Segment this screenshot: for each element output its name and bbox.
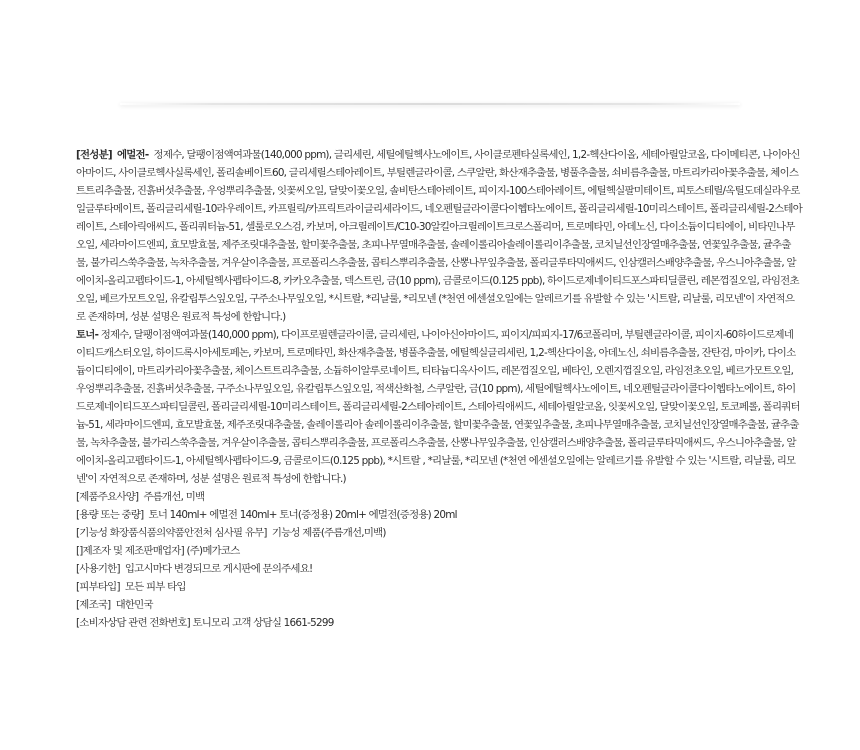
ingredients-label: [전성분] [76, 149, 112, 161]
info-skin-type [76, 578, 802, 596]
info-value: 토너 140ml+ 에멀전 140ml+ 토너(증정용) 20ml+ 에멀전(증정용) 20ml [148, 509, 457, 521]
info-value: 모든 피부 타입 [124, 581, 186, 593]
info-label: []제조자 및 제조판매업자] [76, 545, 184, 557]
info-contact [76, 614, 802, 632]
info-value: 입고시마다 변경되므로 게시판에 문의주세요! [124, 563, 313, 575]
info-manufacturer [76, 542, 802, 560]
info-value: 토니모리 고객 상담실 1661-5299 [192, 617, 334, 629]
info-label: [제조국] [76, 599, 111, 611]
info-volume [76, 506, 802, 524]
info-value: 대한민국 [115, 599, 153, 611]
info-expiry [76, 560, 802, 578]
emulsion-ingredient-list: 정제수, 달팽이점액여과물(140,000 ppm), 글리세린, 세틸에틸헥사노에이트, 사이클로펜타실록세인, 1,2-헥산다이올, 세테아릴알코올, 다이메티콘, 나이아신아마이드, 사이클로헥사실록세인, 폴리솔베이트60, 글리세릴스테아레이트, 부틸렌글라이콜, 스쿠알란, 화산재추출물, 병풀추출물, 쇠비름추출물, 마트리카리아꽃추출물, 체이스트트리추출물, 진흙버섯추출물, 우엉뿌리추출물, 잇꽃씨오일, 달맞이꽃오일, 솔비탄스테아레이트, 피이지-100스테아레이트, 에틸헥실팔미테이트, 피토스테릴/옥틸도데실라우로일글루타메이트, 폴리글리세릴-10라우레이트, 카프릴릭/카프릭트라이글리세라이드, 네오펜틸글라이콜다이헵타노에이트, 폴리글리세릴-10미리스테이트, 폴리글리세릴-2스테아레이트, 스테아릭애씨드, 폴리쿼터늄-51, 셀룰로오스검, 카보머, 아크릴레이트/C10-30알킬아크릴레이트크로스폴리머, 트로메타민, 아데노신, 다이소듐이디티에이, 비타민나무오일, 세라마이드엔피, 효모발효물, 제주조릿대추출물, 할미꽃추출물, 초피나무열매추출물, 솔레이롤리아솔레이롤리이추출물, 코치닐선인장열매추출물, 연꽃잎추출물, 귤추출물, 불가리스쑥추출물, 녹차추출물, 겨우살이추출물, 프로폴리스추출물, 콥티스뿌리추출물, 산뽕나무잎추출물, 폴리글루타믹애씨드, 인삼캘러스배양추출물, 우스니아추출물, 알에이치-올리고펩타이드-1, 아세틸헥사펩타이드-8, 카카오추출물, 덱스트린, 금(10 ppm), 금콜로이드(0.125 ppb), 하이드로제네이티드포스파티딜콜린, 레몬껍질오일, 라임전초오일, 베르가모트오일, 유칼립투스잎오일, 구주소나무잎오일, *시트랄, *리날룰, *리모넨 (*천연 에센셜오일에는 알레르기를 유발할 수 있는 '시트랄, 리날룰, 리모넨'이 자연적으로 존재하며, 성분 설명은 원료적 특성에 한합니다.) [76, 149, 802, 323]
info-value: (주)메가코스 [186, 545, 240, 557]
toner-ingredient-list: 정제수, 달팽이점액여과물(140,000 ppm), 다이프로필렌글라이콜, 글리세린, 나이아신아마이드, 피이지/피피지-17/6코폴리머, 부틸렌글라이콜, 피이지-60하이드로제네이티드캐스터오일, 하이드록시아세토페논, 카보머, 트로메타민, 화산재추출물, 병풀추출물, 에틸헥실글리세린, 1,2-헥산다이올, 아데노신, 쇠비름추출물, 잔탄검, 마이카, 다이소듐이디티에이, 마트리카리아꽃추출물, 체이스트트리추출물, 소듐하이알루로네이트, 티타늄디옥사이드, 레몬껍질오일, 베타인, 오렌지껍질오일, 라임전초오일, 베르가모트오일, 우엉뿌리추출물, 진흙버섯추출물, 구주소나무잎오일, 유칼립투스잎오일, 적색산화철, 스쿠알란, 금(10 ppm), 세틸에틸헥사노에이트, 네오펜틸글라이콜다이헵타노에이트, 하이드로제네이티드포스파티딜콜린, 폴리글리세릴-10미리스테이트, 폴리글리세릴-2스테아레이트, 스테아릭애씨드, 세테아릴알코올, 잇꽃씨오일, 달맞이꽃오일, 토코페롤, 폴리쿼터늄-51, 세라마이드엔피, 효모발효물, 제주조릿대추출물, 솔레이롤리아 솔레이롤리이추출물, 할미꽃추출물, 연꽃잎추출물, 초피나무열매추출물, 코치닐선인장열매추출물, 귤추출물, 녹차추출물, 불가리스쑥추출물, 겨우살이추출물, 콥티스뿌리추출물, 프로폴리스추출물, 산뽕나무잎추출물, 인삼캘러스배양추출물, 폴리글루타믹애씨드, 우스니아추출물, 알에이치-올리고펩타이드-1, 아세틸헥사펩타이드-9, 금콜로이드(0.125 ppb), *시트랄 , *리날룰, *리모넨 (*천연 에센셜오일에는 알레르기를 유발할 수 있는 '시트랄, 리날룰, 리모넨'이 자연적으로 존재하며, 성분 설명은 원료적 특성에 한합니다.) [76, 329, 800, 485]
info-spec [76, 488, 802, 506]
info-label: [용량 또는 중량] [76, 509, 144, 521]
info-functional [76, 524, 802, 542]
info-label: [피부타입] [76, 581, 120, 593]
emulsion-ingredients [76, 146, 802, 326]
section-divider [120, 103, 740, 105]
product-detail-text [76, 146, 802, 632]
info-label: [사용기한] [76, 563, 120, 575]
toner-ingredients [76, 326, 802, 488]
info-label: [기능성 화장품식품의약품안전처 심사필 유무] [76, 527, 267, 539]
emulsion-label: 에멀전- [116, 149, 149, 161]
toner-label: 토너- [76, 329, 99, 341]
info-value: 주름개선, 미백 [143, 491, 205, 503]
info-label: [소비자상담 관련 전화번호] [76, 617, 190, 629]
info-label: [제품주요사양] [76, 491, 139, 503]
info-country [76, 596, 802, 614]
info-value: 기능성 제품(주름개선,미백) [271, 527, 386, 539]
